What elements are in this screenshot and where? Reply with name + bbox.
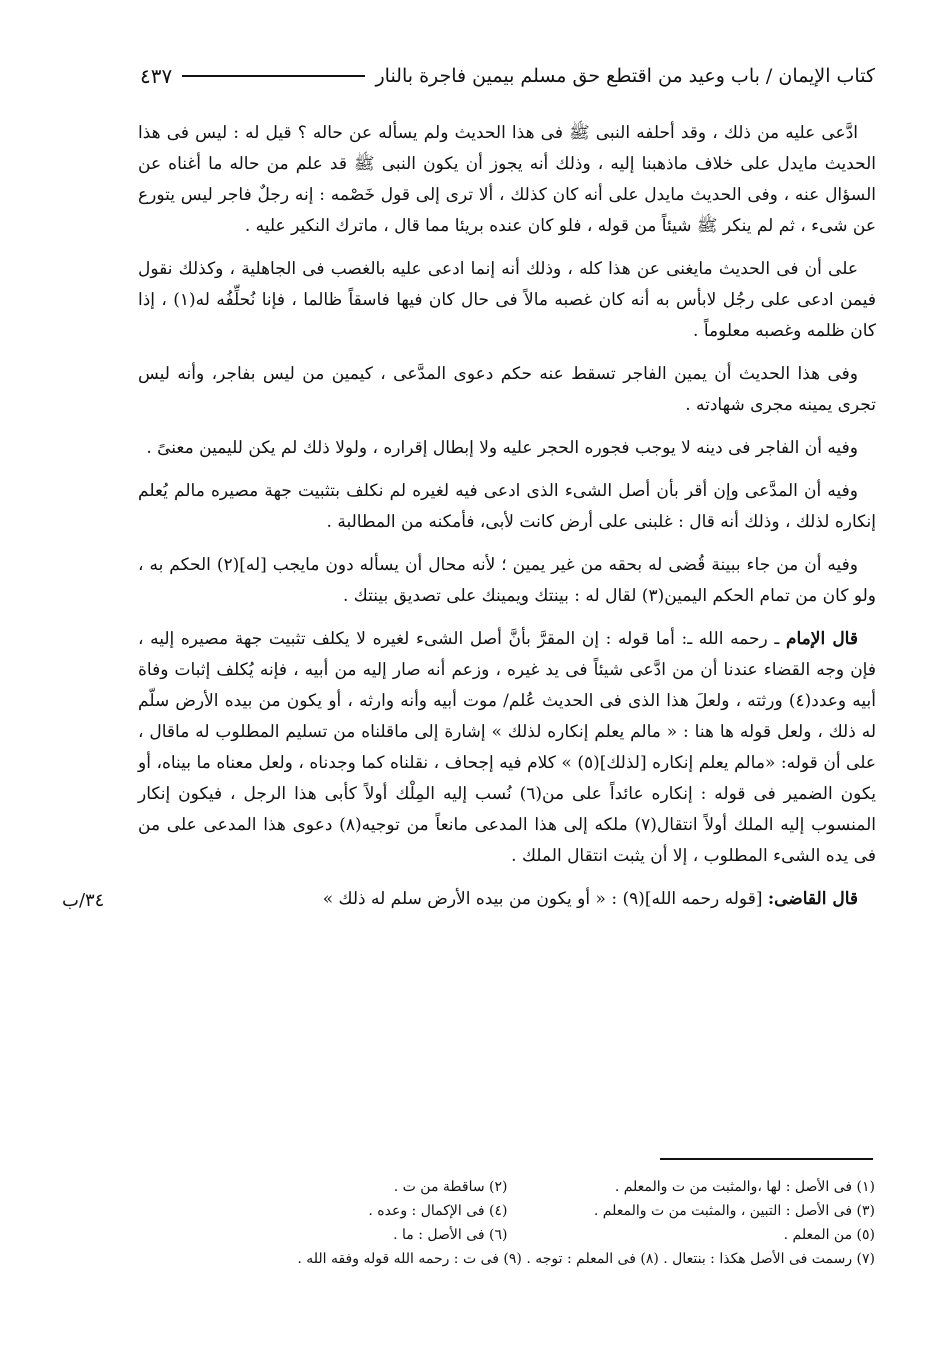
paragraph: وفيه أن المدَّعى وإن أقر بأن أصل الشىء الذى ادعى فيه لغيره لم نكلف بتثبيت جهة مصيره مالم يُعلم إنكاره لذلك ، وذلك أنه قال : غلبنى على أرض كانت لأبى، فأمكنه من المطالبة . — [138, 481, 876, 532]
header-rule — [182, 75, 365, 77]
paragraph-qadi: قال القاضى: [قوله رحمه الله](٩) : « أو يكون من بيده الأرض سلم له ذلك » — [322, 889, 858, 909]
footnote: (٥) من المعلم . — [783, 1227, 875, 1243]
footnote: (٢) ساقطة من ت . — [393, 1179, 508, 1195]
footnote-row — [140, 1223, 875, 1247]
speaker-label: قال الإمام — [785, 629, 858, 649]
footnote-rule — [660, 1158, 873, 1160]
paragraph: وفى هذا الحديث أن يمين الفاجر تسقط عنه حكم دعوى المدَّعى ، كيمين من ليس بفاجر، وأنه ليس تجرى يمينه مجرى شهادته . — [138, 364, 876, 415]
footnote: (٤) فى الإكمال : وعده . — [368, 1203, 508, 1219]
main-text — [138, 118, 876, 927]
paragraph: وفيه أن من جاء ببينة قُضى له بحقه من غير يمين ؛ لأنه محال أن يسأله دون مايجب [له](٢) الحكم به ، ولو كان من تمام الحكم اليمين(٣) لقال له : بينتك ويمينك على تصديق بينتك . — [138, 555, 876, 606]
footnote: (٦) فى الأصل : ما . — [393, 1227, 508, 1243]
paragraph: ادَّعى عليه من ذلك ، وقد أحلفه النبى ﷺ فى هذا الحديث ولم يسأله عن حاله ؟ قيل له : ليس فى هذا الحديث مايدل على خلاف ماذهبنا إليه ، وذلك أنه يجوز أن يكون النبى ﷺ قد علم من حاله ما أغناه عن السؤال عنه ، وفى الحديث مايدل على أنه كان كذلك ، ألا ترى إلى قول خَصْمه : إنه رجلٌ فاجر ليس يتورع عن شىء ، ثم لم ينكر ﷺ شيئاً من قوله ، فلو كان عنده بريئا مما قال ، ماترك النكير عليه . — [138, 123, 876, 236]
footnote-row — [140, 1175, 875, 1199]
running-header — [140, 58, 875, 94]
footnotes — [140, 1175, 875, 1271]
margin-folio-note: ٣٤/ب — [62, 890, 105, 911]
footnote-row — [140, 1199, 875, 1223]
paragraph-imam: قال الإمام ـ رحمه الله ـ: أما قوله : إن المقرَّ بأنَّ أصل الشىء لغيره لا يكلف تثبيت جهة مصيره إليه ، فإن وجه القضاء عندنا أن من ادَّعى شيئاً فى يد غيره ، وزعم أنه صار إليه من أبيه ، فإنه يُكلف إثبات وفاة أبيه وعدد(٤) ورثته ، ولعلَ هذا الذى فى الحديث عُلم/ موت أبيه وأنه وارثه ، أو يكون من بيده الأرض سلّم له ذلك ، ولعل قوله ها هنا : « مالم يعلم إنكاره لذلك » إشارة إلى ماقلناه من تسليم المطلوب له ماقال ، على أن قوله: «مالم يعلم إنكاره [لذلك](٥) » كلام فيه إجحاف ، نقلناه كما وجدناه ، ولعل معناه ما بيناه، أو يكون الضمير فى قوله : إنكاره عائداً على من(٦) نُسب إليه المِلْك أولاً كأبى هذا الرجل ، فيكون إنكار المنسوب إليه الملك أولاً انتقال(٧) ملكه إلى هذا المدعى مانعاً من توجيه(٨) دعوى هذا المدعى على من فى يده الشىء المطلوب ، إلا أن يثبت انتقال الملك . — [138, 629, 876, 866]
paragraph: على أن فى الحديث مايغنى عن هذا كله ، وذلك أنه إنما ادعى عليه بالغصب فى الجاهلية ، وكذلك نقول فيمن ادعى على رجُل لابأس به أنه كان غصبه مالاً فى حال كان فيها فاسقاً ظالما ، فإنا نُحلِّفُه له(١) ، إذا كان ظلمه وغصبه معلوماً . — [138, 259, 876, 341]
footnote: (٣) فى الأصل : التبين ، والمثبت من ت والمعلم . — [593, 1203, 875, 1219]
footnote: (٧) رسمت فى الأصل هكذا : بنتعال . (٨) فى المعلم : توجه . (٩) فى ت : رحمه الله قوله وفقه الله . — [297, 1251, 875, 1267]
footnote: (١) فى الأصل : لها ،والمثبت من ت والمعلم . — [614, 1179, 875, 1195]
running-title: كتاب الإيمان / باب وعيد من اقتطع حق مسلم بيمين فاجرة بالنار — [375, 65, 875, 87]
paragraph: وفيه أن الفاجر فى دينه لا يوجب فجوره الحجر عليه ولا إبطال إقراره ، ولولا ذلك لم يكن لليمين معنىً . — [146, 438, 858, 458]
speaker-label: قال القاضى: — [767, 889, 858, 909]
page-number: ٤٣٧ — [140, 64, 173, 88]
